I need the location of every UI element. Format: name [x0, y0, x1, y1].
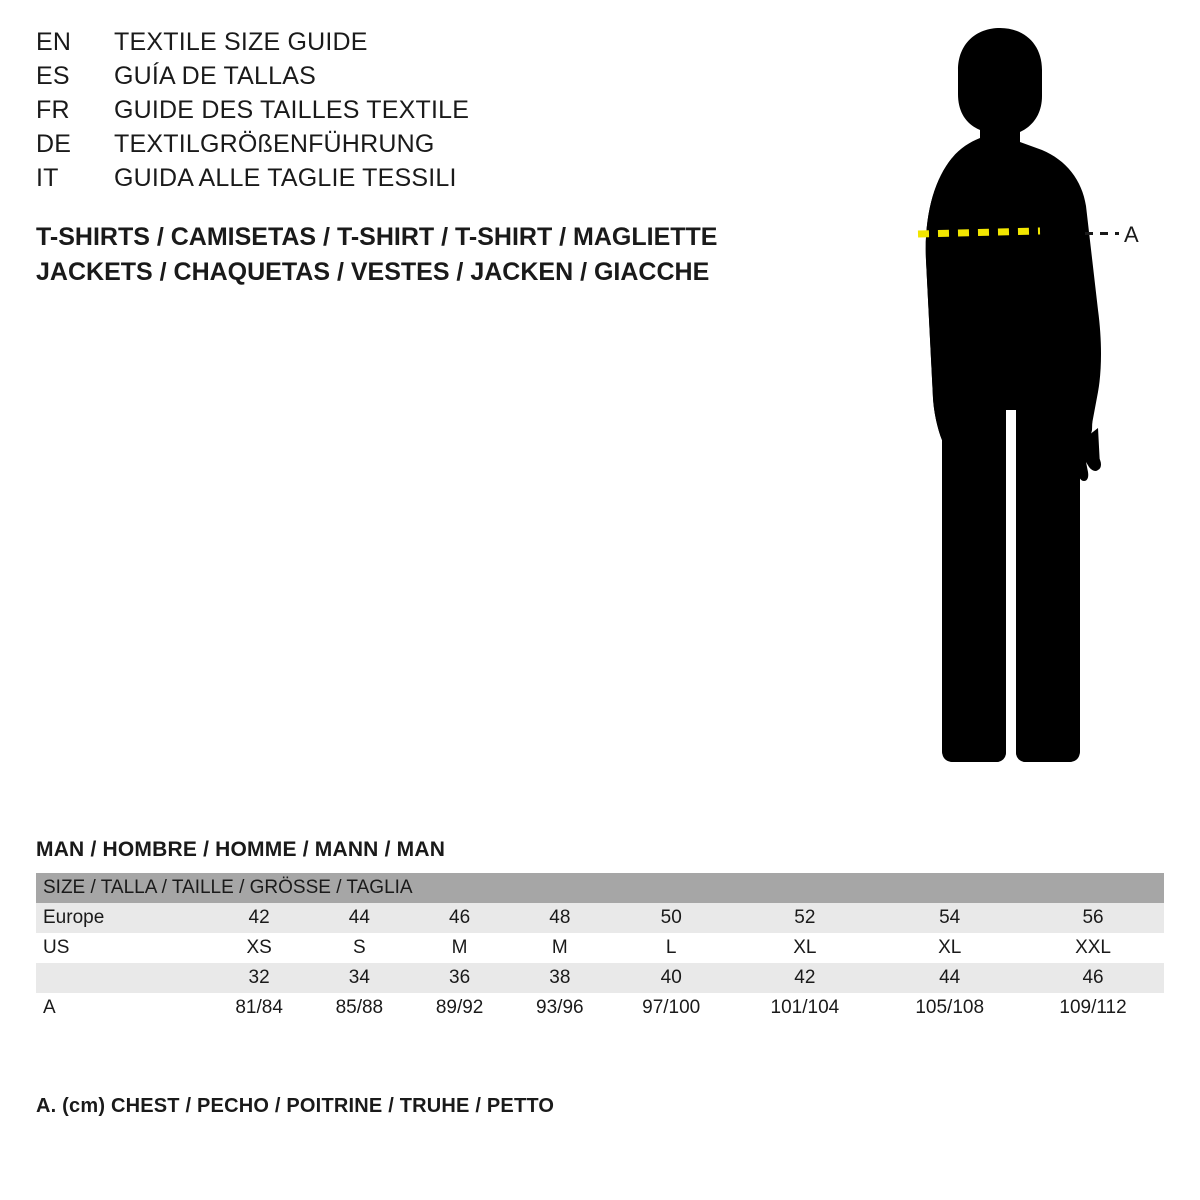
language-row — [36, 28, 736, 62]
language-row — [36, 62, 736, 96]
table-cell: 36 — [449, 967, 471, 988]
table-cell: XL — [793, 937, 817, 958]
table-row — [36, 963, 1164, 993]
table-cell: XS — [246, 937, 272, 958]
table-cell: 109/112 — [1059, 997, 1127, 1018]
language-text: TEXTILGRÖßENFÜHRUNG — [114, 130, 435, 158]
table-row — [36, 933, 1164, 963]
table-cell: 81/84 — [235, 997, 283, 1018]
table-cell: XL — [938, 937, 962, 958]
table-cell: 34 — [348, 967, 370, 988]
category-tshirts: T-SHIRTS / CAMISETAS / T-SHIRT / T-SHIRT / MAGLIETTE — [36, 223, 718, 251]
size-table — [36, 873, 1164, 1023]
language-row — [36, 96, 736, 130]
language-text: GUÍA DE TALLAS — [114, 62, 316, 90]
language-text: GUIDA ALLE TAGLIE TESSILI — [114, 164, 457, 192]
language-row — [36, 164, 736, 198]
table-row — [36, 993, 1164, 1023]
category-list — [36, 220, 796, 290]
table-cell: 105/108 — [915, 997, 985, 1018]
table-cell: 44 — [939, 967, 961, 988]
footnote-chest-measure: A. (cm) CHEST / PECHO / POITRINE / TRUHE / PETTO — [36, 1095, 555, 1117]
language-code: ES — [36, 62, 70, 90]
table-cell: 85/88 — [335, 997, 384, 1018]
row-label: Europe — [43, 907, 105, 928]
silhouette-shape — [926, 28, 1101, 762]
table-cell: L — [665, 937, 677, 958]
language-list — [36, 28, 736, 198]
table-cell: 46 — [449, 907, 471, 928]
row-label: US — [43, 937, 70, 958]
table-row — [36, 903, 1164, 933]
table-cell: 54 — [939, 907, 961, 928]
table-cell: XXL — [1075, 937, 1111, 958]
table-cell: 50 — [660, 907, 682, 928]
table-section-title: MAN / HOMBRE / HOMME / MANN / MAN — [36, 838, 446, 861]
table-cell: 48 — [549, 907, 571, 928]
table-cell: 42 — [794, 967, 816, 988]
table-cell: 40 — [660, 967, 682, 988]
category-jackets: JACKETS / CHAQUETAS / VESTES / JACKEN / GIACCHE — [36, 258, 710, 286]
table-cell: 52 — [794, 907, 816, 928]
language-text: TEXTILE SIZE GUIDE — [114, 28, 368, 56]
table-cell: 89/92 — [435, 997, 484, 1018]
language-code: FR — [36, 96, 70, 124]
table-header-row — [36, 873, 1164, 903]
table-cell: 101/104 — [770, 997, 840, 1018]
row-label — [36, 963, 209, 993]
table-cell: 97/100 — [642, 997, 701, 1018]
measure-label-a: A — [1124, 222, 1139, 247]
table-cell: 38 — [549, 967, 571, 988]
body-silhouette-illustration — [830, 10, 1180, 800]
table-cell: 44 — [348, 907, 370, 928]
table-cell: S — [353, 937, 366, 958]
language-code: EN — [36, 28, 72, 56]
table-cell: M — [551, 937, 568, 958]
language-code: DE — [36, 130, 72, 158]
language-text: GUIDE DES TAILLES TEXTILE — [114, 96, 470, 124]
table-header-label: SIZE / TALLA / TAILLE / GRÖSSE / TAGLIA — [43, 877, 413, 898]
table-cell: 46 — [1082, 967, 1104, 988]
table-cell: 42 — [248, 907, 270, 928]
table-cell: 56 — [1082, 907, 1104, 928]
row-label: A — [43, 997, 56, 1018]
table-cell: M — [451, 937, 468, 958]
measure-leader-line — [1085, 232, 1119, 235]
table-cell: 93/96 — [536, 997, 584, 1018]
table-cell: 32 — [248, 967, 270, 988]
language-row — [36, 130, 736, 164]
size-table-section — [36, 838, 1164, 1023]
language-code: IT — [36, 164, 59, 192]
